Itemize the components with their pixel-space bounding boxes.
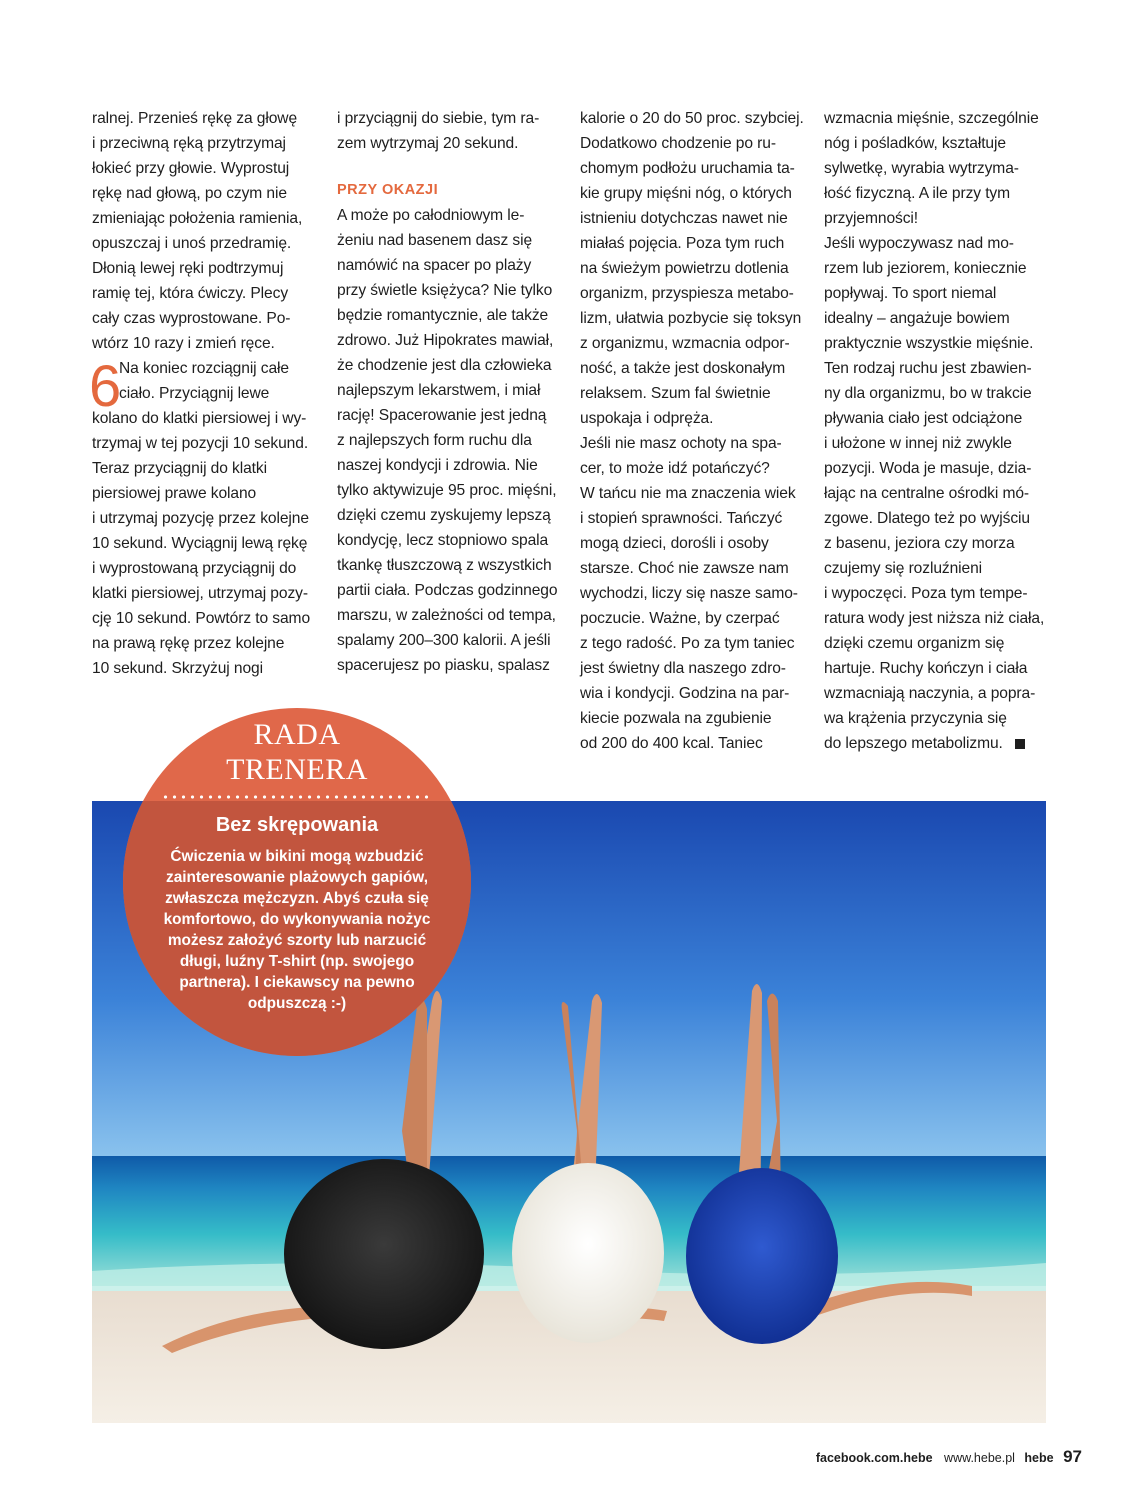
page-number: 97	[1063, 1447, 1082, 1466]
text-line: Na koniec rozciągnij całe	[119, 360, 289, 377]
text-line: starsze. Choć nie zawsze nam	[580, 560, 789, 577]
text-line: Ten rodzaj ruchu jest zbawien-	[824, 360, 1032, 377]
text-line: sylwetkę, wyrabia wytrzyma-	[824, 160, 1019, 177]
text-line: czujemy się rozluźnieni	[824, 560, 983, 577]
text-line: przy świetle księżyca? Nie tylko	[337, 282, 553, 299]
text-line: na prawą rękę przez kolejne	[92, 635, 285, 652]
text-line: rzem lub jeziorem, koniecznie	[824, 260, 1027, 277]
text-line: A może po całodniowym le-	[337, 207, 525, 224]
text-line: lizm, ułatwia pozbycie się toksyn	[580, 310, 802, 327]
tip-body-line: partnera). I ciekawscy na pewno	[179, 974, 415, 991]
text-line: opuszczaj i unoś przedramię.	[92, 235, 292, 252]
text-line: marszu, w zależności od tempa,	[337, 607, 556, 624]
dotted-divider	[161, 795, 433, 799]
tip-body-line: możesz założyć szorty lub narzucić	[167, 932, 427, 949]
section-subheading: PRZY OKAZJI	[337, 182, 439, 198]
text-line: wtórz 10 razy i zmień ręce.	[92, 335, 275, 352]
text-line: pływania ciało jest odciążone	[824, 410, 1023, 427]
text-line: kiecie pozwala na zgubienie	[580, 710, 772, 727]
step-number-dropcap: 6	[89, 354, 122, 419]
text-line: zmieniając położenia ramienia,	[92, 210, 303, 227]
text-line: najlepszym lekarstwem, i miał	[337, 382, 541, 399]
tip-heading: Bez skrępowania	[215, 814, 379, 836]
text-line: trzymaj w tej pozycji 10 sekund.	[92, 435, 309, 452]
text-line: i wypoczęci. Poza tym tempe-	[824, 585, 1028, 602]
text-line: poczucie. Ważne, by czerpać	[580, 610, 780, 627]
footer-facebook-link[interactable]: facebook.com.hebe	[815, 1451, 933, 1465]
trainer-tip-circle	[123, 708, 471, 1056]
text-line: że chodzenie jest dla człowieka	[337, 357, 552, 374]
footer-brand: hebe	[1024, 1451, 1054, 1465]
text-line: wzmacnia mięśnie, szczególnie	[824, 110, 1039, 127]
text-line: partii ciała. Podczas godzinnego	[337, 582, 558, 599]
col1-paragraph-a	[92, 106, 317, 356]
article-end-mark	[1015, 739, 1025, 749]
tip-body-line: komfortowo, do wykonywania nożyc	[163, 911, 431, 928]
text-line: z basenu, jeziora czy morza	[824, 535, 1015, 552]
text-line: popływaj. To sport niemal	[824, 285, 997, 302]
text-line: relaksem. Szum fal świetnie	[580, 385, 771, 402]
text-line: ralnej. Przenieś rękę za głowę	[92, 110, 298, 127]
text-line: namówić na spacer po plaży	[337, 257, 532, 274]
text-line: istnieniu dotychczas nawet nie	[580, 210, 788, 227]
article-column-2	[337, 106, 562, 678]
text-line: zem wytrzymaj 20 sekund.	[337, 135, 519, 152]
text-line: wa krążenia przyczynia się	[824, 710, 1007, 727]
text-line: cały czas wyprostowane. Po-	[92, 310, 291, 327]
text-line-last	[824, 731, 1049, 756]
text-line: W tańcu nie ma znaczenia wiek	[580, 485, 796, 502]
text-line: naszej kondycji i zdrowia. Nie	[337, 457, 538, 474]
text-line: dzięki czemu organizm się	[824, 635, 1005, 652]
text-line: ratura wody jest niższa niż ciała,	[824, 610, 1045, 627]
text-line: przyjemności!	[824, 210, 919, 227]
text-line: Dłonią lewej ręki podtrzymuj	[92, 260, 284, 277]
white-hat-icon	[512, 1163, 664, 1343]
text-line: idealny – angażuje bowiem	[824, 310, 1010, 327]
text-line: będzie romantycznie, ale także	[337, 307, 549, 324]
text-line: wia i kondycji. Godzina na par-	[580, 685, 790, 702]
text-line: rację! Spacerowanie jest jedną	[337, 407, 547, 424]
text-line: z organizmu, wzmacnia odpor-	[580, 335, 790, 352]
text-line: łając na centralne ośrodki mó-	[824, 485, 1030, 502]
text-line: wychodzi, liczy się nasze samo-	[580, 585, 798, 602]
tip-body-line: długi, luźny T-shirt (np. swojego	[179, 953, 415, 970]
text-line: klatki piersiowej, utrzymaj pozy-	[92, 585, 308, 602]
text-line: nóg i pośladków, kształtuje	[824, 135, 1006, 152]
text-line: dzięki czemu zyskujemy lepszą	[337, 507, 551, 524]
text-line: hartuje. Ruchy kończyn i ciała	[824, 660, 1028, 677]
text-line: kalorie o 20 do 50 proc. szybciej.	[580, 110, 804, 127]
tip-body-line: zainteresowanie plażowych gapiów,	[166, 869, 428, 886]
text-line: kie grupy mięśni nóg, o których	[580, 185, 792, 202]
text-line: kondycję, lecz stopniowo spala	[337, 532, 549, 549]
text-line: rękę nad głową, po czym nie	[92, 185, 287, 202]
text-line: ciało. Przyciągnij lewe	[119, 385, 270, 402]
text-line: uspokaja i odpręża.	[580, 410, 714, 427]
text-line: 10 sekund. Wyciągnij lewą rękę	[92, 535, 308, 552]
text-line: ny dla organizmu, bo w trakcie	[824, 385, 1032, 402]
tip-body	[123, 846, 471, 1014]
text-line: kolano do klatki piersiowej i wy-	[92, 410, 307, 427]
text-line: praktycznie wszystkie mięśnie.	[824, 335, 1034, 352]
footer-website-link[interactable]: www.hebe.pl	[944, 1451, 1015, 1465]
tip-body-line: zwłaszcza mężczyzn. Abyś czuła się	[165, 890, 429, 907]
text-line: Teraz przyciągnij do klatki	[92, 460, 267, 477]
text-line: łokieć przy głowie. Wyprostuj	[92, 160, 290, 177]
text-line: i ułożone w innej niż zwykle	[824, 435, 1012, 452]
article-column-1	[89, 106, 317, 681]
text-line: z najlepszych form ruchu dla	[337, 432, 532, 449]
text-line: pozycji. Woda je masuje, dzia-	[824, 460, 1032, 477]
blue-hat-icon	[686, 1168, 838, 1344]
text-line: zdrowo. Już Hipokrates mawiał,	[337, 332, 554, 349]
page-footer	[816, 1447, 1082, 1469]
text-line: ność, a także jest doskonałym	[580, 360, 786, 377]
text-line: wzmacniają naczynia, a popra-	[824, 685, 1036, 702]
tip-title-line-1: RADA	[253, 718, 341, 751]
text-line: miałaś pojęcia. Poza tym ruch	[580, 235, 785, 252]
text-line: Jeśli nie masz ochoty na spa-	[580, 435, 782, 452]
article-column-3	[580, 106, 805, 756]
text-line: tkankę tłuszczową z wszystkich	[337, 557, 552, 574]
text-line: i wyprostowaną przyciągnij do	[92, 560, 297, 577]
text-line: na świeżym powietrzu dotlenia	[580, 260, 789, 277]
text-line: 10 sekund. Skrzyżuj nogi	[92, 660, 263, 677]
text-line: zgowe. Dlatego też po wyjściu	[824, 510, 1030, 527]
text-line: spalamy 200–300 kalorii. A jeśli	[337, 632, 551, 649]
text-line: jest świetny dla naszego zdro-	[580, 660, 786, 677]
article-column-4	[824, 106, 1049, 756]
text-line: cję 10 sekund. Powtórz to samo	[92, 610, 311, 627]
text-line-content: do lepszego metabolizmu.	[824, 735, 1003, 752]
text-line: i przyciągnij do siebie, tym ra-	[337, 110, 540, 127]
text-line: i stopień sprawności. Tańczyć	[580, 510, 783, 527]
tip-body-line: odpuszczą :-)	[247, 995, 347, 1012]
text-line: tylko aktywizuje 95 proc. mięśni,	[337, 482, 557, 499]
text-line: chomym podłożu uruchamia ta-	[580, 160, 795, 177]
text-line: Jeśli wypoczywasz nad mo-	[824, 235, 1014, 252]
text-line: cer, to może idź potańczyć?	[580, 460, 770, 477]
text-line: i przeciwną ręką przytrzymaj	[92, 135, 286, 152]
text-line: mogą dzieci, dorośli i osoby	[580, 535, 769, 552]
text-line: organizm, przyspiesza metabo-	[580, 285, 794, 302]
text-line: i utrzymaj pozycję przez kolejne	[92, 510, 309, 527]
text-line: spacerujesz po piasku, spalasz	[337, 657, 550, 674]
text-line: łość fizyczną. A ile przy tym	[824, 185, 1011, 202]
text-line: z tego radość. Po za tym taniec	[580, 635, 795, 652]
text-line: Dodatkowo chodzenie po ru-	[580, 135, 776, 152]
text-line: żeniu nad basenem dasz się	[337, 232, 533, 249]
black-hat-icon	[284, 1159, 484, 1349]
text-line: piersiowej prawe kolano	[92, 485, 257, 502]
tip-title-line-2: TRENERA	[226, 753, 368, 786]
text-line: od 200 do 400 kcal. Taniec	[580, 735, 763, 752]
text-line: ramię tej, która ćwiczy. Plecy	[92, 285, 289, 302]
tip-body-line: Ćwiczenia w bikini mogą wzbudzić	[170, 848, 424, 865]
